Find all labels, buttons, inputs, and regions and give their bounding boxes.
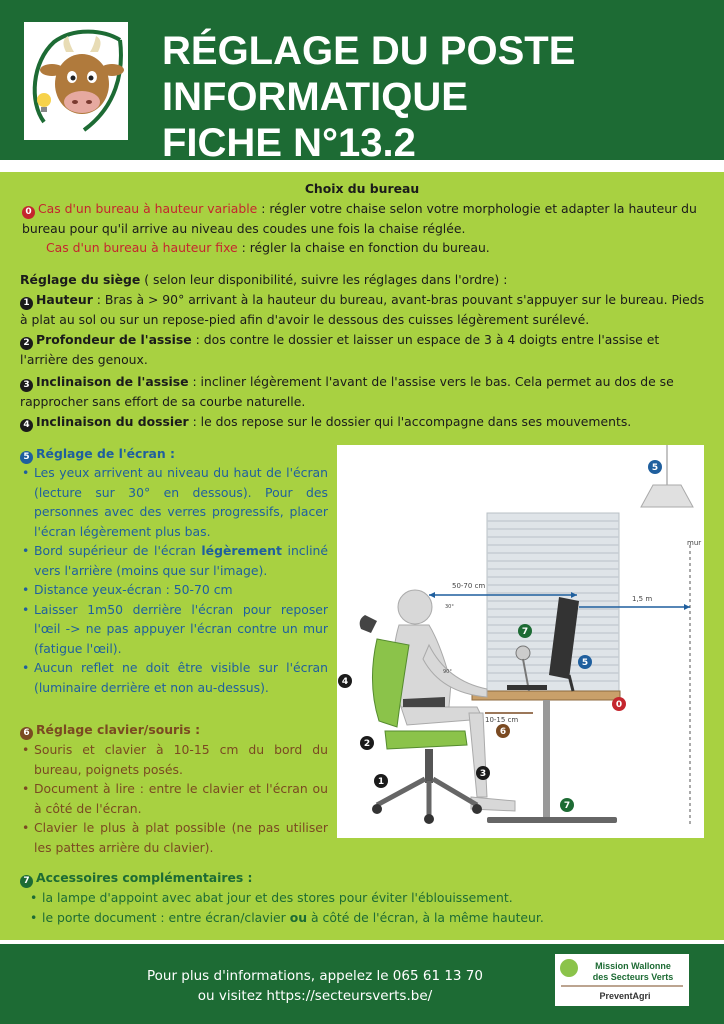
clavier-list <box>22 740 328 857</box>
list-item: • le porte document : entre écran/clavier ou à côté de l'écran, à la même hauteur. <box>30 908 710 928</box>
figure-marker-5a: 5 <box>651 463 659 473</box>
header-banner <box>0 0 724 165</box>
figure-marker-1: 1 <box>377 777 385 787</box>
bureau-fixe-label: Cas d'un bureau à hauteur fixe <box>46 240 238 255</box>
footer-website[interactable]: ou visitez https://secteursverts.be/ <box>197 988 433 1004</box>
ecran-list <box>22 463 328 697</box>
marker-7-icon: 7 <box>20 875 33 888</box>
marker-1-icon: 1 <box>20 297 33 310</box>
bureau-heading: Choix du bureau <box>304 181 420 196</box>
accessoires-heading: 7 Accessoires complémentaires : <box>20 868 710 888</box>
eye-angle-label: 30° <box>445 604 454 610</box>
marker-2-icon: 2 <box>20 337 33 350</box>
clavier-heading: 6 Réglage clavier/souris : <box>20 720 330 740</box>
distance-wall-label: 1,5 m <box>632 595 653 603</box>
figure-marker-5b: 5 <box>581 658 589 668</box>
ceiling-lamp-icon <box>641 445 693 507</box>
bureau-variable-text: : régler votre chaise selon votre morphologie et adapter la hauteur du bureau pour qu'il arrive au niveau des coudes une fois la chaise réglée. <box>22 201 697 236</box>
keyboard-icon <box>507 685 547 690</box>
list-item: • la lampe d'appoint avec abat jour et des stores pour éviter l'éblouissement. <box>30 888 710 908</box>
distance-eye-screen-label: 50-70 cm <box>452 582 486 590</box>
figure-marker-2: 2 <box>363 739 371 749</box>
figure-marker-7a: 7 <box>521 627 529 637</box>
marker-0-icon: 0 <box>22 206 35 219</box>
bureau-fixe-paragraph <box>46 238 706 258</box>
preventagri-logo-icon <box>555 954 689 1006</box>
marker-3-icon: 3 <box>20 379 33 392</box>
workstation-illustration <box>337 445 704 838</box>
page-title <box>162 28 712 166</box>
keyboard-distance-label: 10-15 cm <box>485 716 519 724</box>
bureau-variable-paragraph <box>22 199 702 239</box>
bureau-fixe-text: : régler la chaise en fonction du bureau. <box>237 240 490 255</box>
list-item: • Clavier le plus à plat possible (ne pas utiliser les pattes arrière du clavier). <box>22 818 328 857</box>
accessoires-list <box>30 888 710 927</box>
siege-item-4: 4 Inclinaison du dossier : le dos repose sur le dossier qui l'accompagne dans ses mouvements. <box>20 412 710 432</box>
ergonomic-diagram <box>337 445 704 838</box>
svg-text:Mission Wallonne: Mission Wallonne <box>595 961 671 971</box>
list-item: • Laisser 1m50 derrière l'écran pour reposer l'œil -> ne pas appuyer l'écran contre un mur (fatigue l'œil). <box>22 600 328 659</box>
list-item: • Aucun reflet ne doit être visible sur l'écran (luminaire derrière et non au-dessus). <box>22 658 328 697</box>
figure-marker-4: 4 <box>341 677 349 687</box>
figure-marker-6: 6 <box>499 727 507 737</box>
list-item: • Souris et clavier à 10-15 cm du bord du bureau, poignets posés. <box>22 740 328 779</box>
list-item: • Les yeux arrivent au niveau du haut de l'écran (lecture sur 30° en dessous). Pour des personnes avec des verres progressifs, placer l'écran légèrement plus bas. <box>22 463 328 541</box>
siege-item-1: 1 Hauteur : Bras à > 90° arrivant à la hauteur du bureau, avant-bras pouvant s'appuyer sur le bureau. Pieds à plat au sol ou sur un repose-pied afin d'avoir le dessous des cuisses légèrement surélevé. <box>20 292 705 327</box>
title-line-1: RÉGLAGE DU POSTE INFORMATIQUE <box>162 29 576 119</box>
svg-text:PreventAgri: PreventAgri <box>599 991 651 1001</box>
list-item: • Bord supérieur de l'écran légèrement incliné vers l'arrière (moins que sur l'image). <box>22 541 328 580</box>
bureau-variable-label: Cas d'un bureau à hauteur variable <box>38 201 258 216</box>
partner-logo <box>555 954 689 1006</box>
marker-5-icon: 5 <box>20 451 33 464</box>
marker-4-icon: 4 <box>20 419 33 432</box>
siege-item-2: 2 Profondeur de l'assise : dos contre le dossier et laisser un espace de 3 à 4 doigts entre l'assise et l'arrière des genoux. <box>20 332 660 367</box>
siege-heading: Réglage du siège ( selon leur disponibilité, suivre les réglages dans l'ordre) : <box>20 272 508 287</box>
arm-angle-label: 90° <box>443 669 452 675</box>
figure-marker-0: 0 <box>615 700 623 710</box>
ecran-heading: 5 Réglage de l'écran : <box>20 444 330 464</box>
siege-item-3: 3 Inclinaison de l'assise : incliner légèrement l'avant de l'assise vers le bas. Cela permet au dos de se rapprocher sans effort de sa courbe naturelle. <box>20 374 674 409</box>
list-item: • Distance yeux-écran : 50-70 cm <box>22 580 328 600</box>
list-item: • Document à lire : entre le clavier et l'écran ou à côté de l'écran. <box>22 779 328 818</box>
figure-marker-7b: 7 <box>563 801 571 811</box>
footer-phone: Pour plus d'informations, appelez le 065 61 13 70 <box>146 968 483 984</box>
wall-label: mur <box>687 539 702 547</box>
title-line-2: FICHE N°13.2 <box>162 121 416 165</box>
marker-6-icon: 6 <box>20 727 33 740</box>
svg-text:des Secteurs Verts: des Secteurs Verts <box>592 972 674 982</box>
cow-mascot-icon <box>24 22 128 140</box>
footer-contact <box>100 966 530 1006</box>
cow-logo <box>24 22 128 140</box>
figure-marker-3: 3 <box>479 769 487 779</box>
